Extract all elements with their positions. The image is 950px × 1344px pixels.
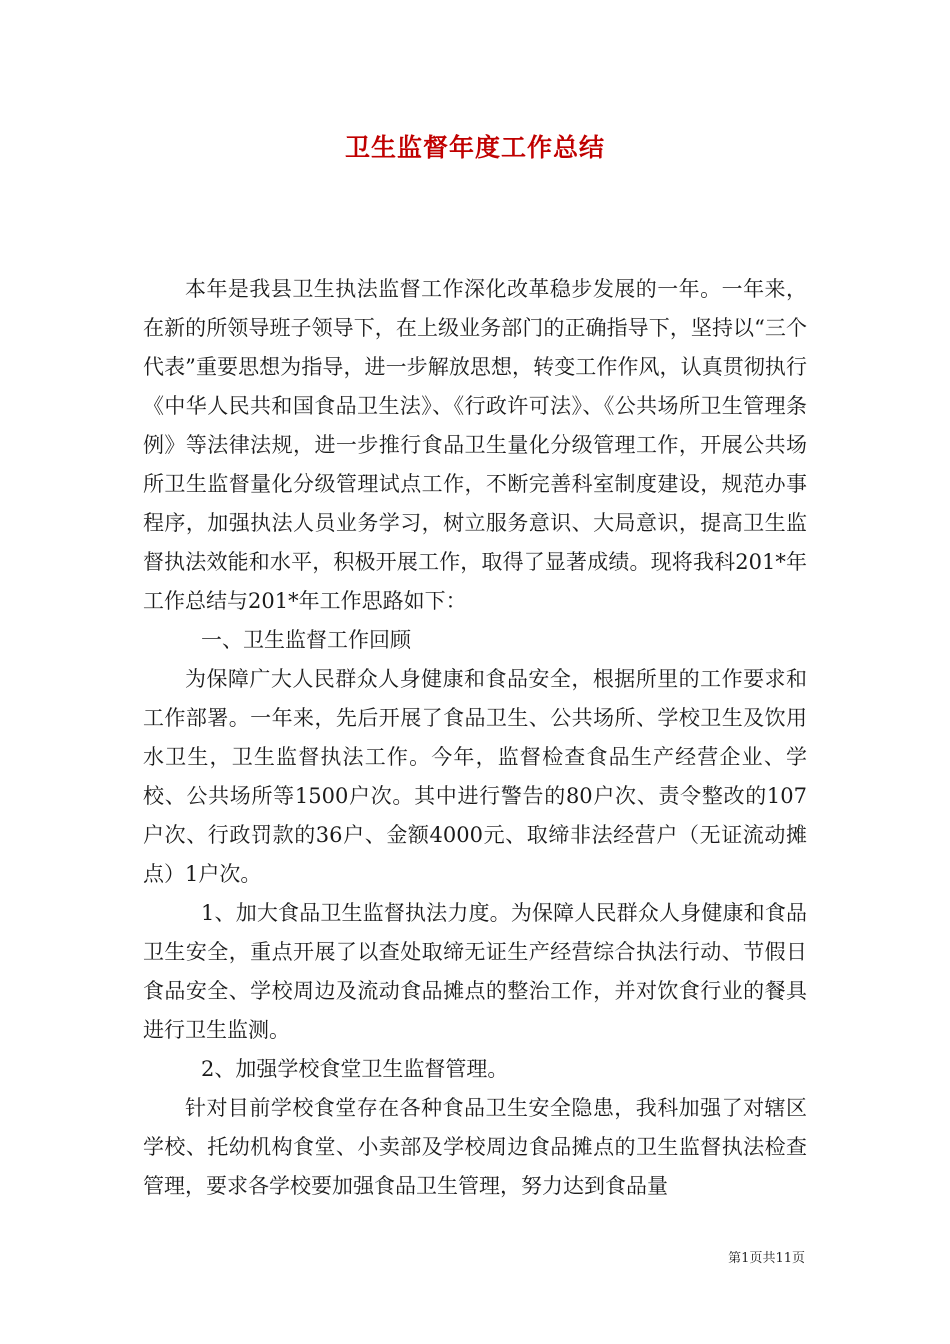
paragraph-review: 为保障广大人民群众人身健康和食品安全，根据所里的工作要求和工作部署。一年来，先后开展了食品卫生、公共场所、学校卫生及饮用水卫生，卫生监督执法工作。今年，监督检查食品生产经营企业、学校、公共场所等1500户次。其中进行警告的80户次、责令整改的107户次、行政罚款的36户、金额4000元、取缔非法经营户（无证流动摊点）1户次。 — [143, 667, 807, 886]
paragraph-school: 针对目前学校食堂存在各种食品卫生安全隐患，我科加强了对辖区学校、托幼机构食堂、小卖部及学校周边食品摊点的卫生监督执法检查管理，要求各学校要加强食品卫生管理，努力达到食品量 — [143, 1096, 807, 1198]
section-heading: 一、卫生监督工作回顾 — [201, 628, 411, 652]
paragraph-item-2: 2、加强学校食堂卫生监督管理。 — [201, 1057, 509, 1081]
page-title: 卫生监督年度工作总结 — [344, 133, 605, 162]
paragraph-item-1: 1、加大食品卫生监督执法力度。为保障人民群众人身健康和食品卫生安全，重点开展了以查处取缔无证生产经营综合执法行动、节假日食品安全、学校周边及流动食品摊点的整治工作，并对饮食行业的餐具进行卫生监测。 — [143, 901, 807, 1042]
document-body — [143, 270, 807, 1206]
page-number: 第1页共11页 — [728, 1251, 805, 1266]
paragraph-intro: 本年是我县卫生执法监督工作深化改革稳步发展的一年。一年来，在新的所领导班子领导下，在上级业务部门的正确指导下，坚持以“三个代表”重要思想为指导，进一步解放思想，转变工作作风，认真贯彻执行《中华人民共和国食品卫生法》、《行政许可法》、《公共场所卫生管理条例》等法律法规，进一步推行食品卫生量化分级管理工作，开展公共场所卫生监督量化分级管理试点工作，不断完善科室制度建设，规范办事程序，加强执法人员业务学习，树立服务意识、大局意识，提高卫生监督执法效能和水平，积极开展工作，取得了显著成绩。现将我科201*年工作总结与201*年工作思路如下： — [143, 277, 807, 613]
